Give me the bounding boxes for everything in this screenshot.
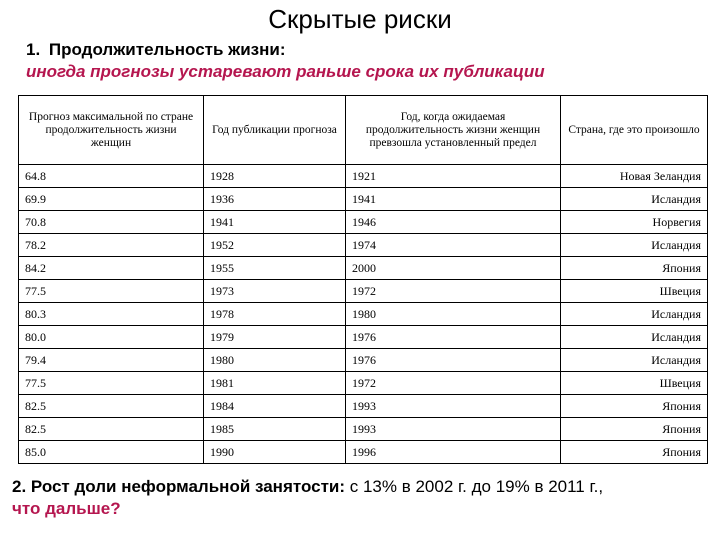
table-row	[19, 280, 708, 303]
cell-publication-year: 1928	[204, 165, 346, 188]
cell-exceeded-year: 1976	[346, 326, 561, 349]
header-exceeded-year: Год, когда ожидаемая продолжительность жизни женщин превзошла установленный предел	[346, 96, 561, 165]
cell-country: Япония	[561, 257, 708, 280]
cell-forecast: 77.5	[19, 280, 204, 303]
cell-publication-year: 1985	[204, 418, 346, 441]
cell-publication-year: 1990	[204, 441, 346, 464]
cell-forecast: 80.0	[19, 326, 204, 349]
cell-country: Исландия	[561, 326, 708, 349]
slide-title: Скрытые риски	[268, 4, 452, 34]
cell-publication-year: 1955	[204, 257, 346, 280]
table-row	[19, 211, 708, 234]
table-row	[19, 326, 708, 349]
section2-text: с 13% в 2002 г. до 19% в 2011 г.,	[345, 477, 604, 496]
cell-country: Новая Зеландия	[561, 165, 708, 188]
forecast-table	[18, 95, 708, 464]
section2-question: что дальше?	[12, 499, 121, 518]
cell-forecast: 82.5	[19, 395, 204, 418]
table-row	[19, 234, 708, 257]
cell-publication-year: 1979	[204, 326, 346, 349]
cell-exceeded-year: 1972	[346, 372, 561, 395]
cell-forecast: 82.5	[19, 418, 204, 441]
cell-exceeded-year: 1941	[346, 188, 561, 211]
cell-exceeded-year: 1946	[346, 211, 561, 234]
table-row	[19, 372, 708, 395]
cell-forecast: 80.3	[19, 303, 204, 326]
cell-exceeded-year: 1996	[346, 441, 561, 464]
cell-country: Исландия	[561, 303, 708, 326]
section1-subheading: иногда прогнозы устаревают раньше срока их публикации	[26, 62, 545, 81]
cell-forecast: 77.5	[19, 372, 204, 395]
cell-forecast: 69.9	[19, 188, 204, 211]
table-row	[19, 349, 708, 372]
cell-exceeded-year: 1980	[346, 303, 561, 326]
cell-exceeded-year: 1974	[346, 234, 561, 257]
cell-country: Исландия	[561, 188, 708, 211]
cell-country: Япония	[561, 441, 708, 464]
table-row	[19, 303, 708, 326]
cell-country: Исландия	[561, 349, 708, 372]
table-row	[19, 441, 708, 464]
header-publication-year: Год публикации прогноза	[204, 96, 346, 165]
cell-forecast: 64.8	[19, 165, 204, 188]
cell-publication-year: 1941	[204, 211, 346, 234]
cell-forecast: 79.4	[19, 349, 204, 372]
cell-publication-year: 1973	[204, 280, 346, 303]
cell-publication-year: 1984	[204, 395, 346, 418]
section1-heading-text: Продолжительность жизни:	[48, 40, 286, 59]
table-header-row	[19, 96, 708, 165]
cell-forecast: 78.2	[19, 234, 204, 257]
section1-number: 1.	[26, 40, 41, 59]
table-row	[19, 165, 708, 188]
table-row	[19, 418, 708, 441]
header-country: Страна, где это произошло	[561, 96, 708, 165]
cell-publication-year: 1978	[204, 303, 346, 326]
table-row	[19, 188, 708, 211]
cell-country: Швеция	[561, 280, 708, 303]
cell-forecast: 70.8	[19, 211, 204, 234]
table-row	[19, 257, 708, 280]
cell-publication-year: 1980	[204, 349, 346, 372]
header-forecast: Прогноз максимальной по стране продолжительность жизни женщин	[19, 96, 204, 165]
cell-exceeded-year: 1921	[346, 165, 561, 188]
cell-exceeded-year: 1993	[346, 395, 561, 418]
cell-exceeded-year: 2000	[346, 257, 561, 280]
cell-country: Исландия	[561, 234, 708, 257]
cell-country: Япония	[561, 418, 708, 441]
cell-publication-year: 1952	[204, 234, 346, 257]
cell-exceeded-year: 1993	[346, 418, 561, 441]
section2	[12, 476, 720, 520]
cell-exceeded-year: 1976	[346, 349, 561, 372]
cell-forecast: 84.2	[19, 257, 204, 280]
cell-country: Швеция	[561, 372, 708, 395]
cell-publication-year: 1936	[204, 188, 346, 211]
cell-country: Япония	[561, 395, 708, 418]
cell-forecast: 85.0	[19, 441, 204, 464]
cell-country: Норвегия	[561, 211, 708, 234]
section2-lead: 2. Рост доли неформальной занятости:	[12, 477, 346, 496]
table-row	[19, 395, 708, 418]
section1-heading	[26, 40, 286, 60]
cell-exceeded-year: 1972	[346, 280, 561, 303]
table-body	[19, 165, 708, 464]
cell-publication-year: 1981	[204, 372, 346, 395]
